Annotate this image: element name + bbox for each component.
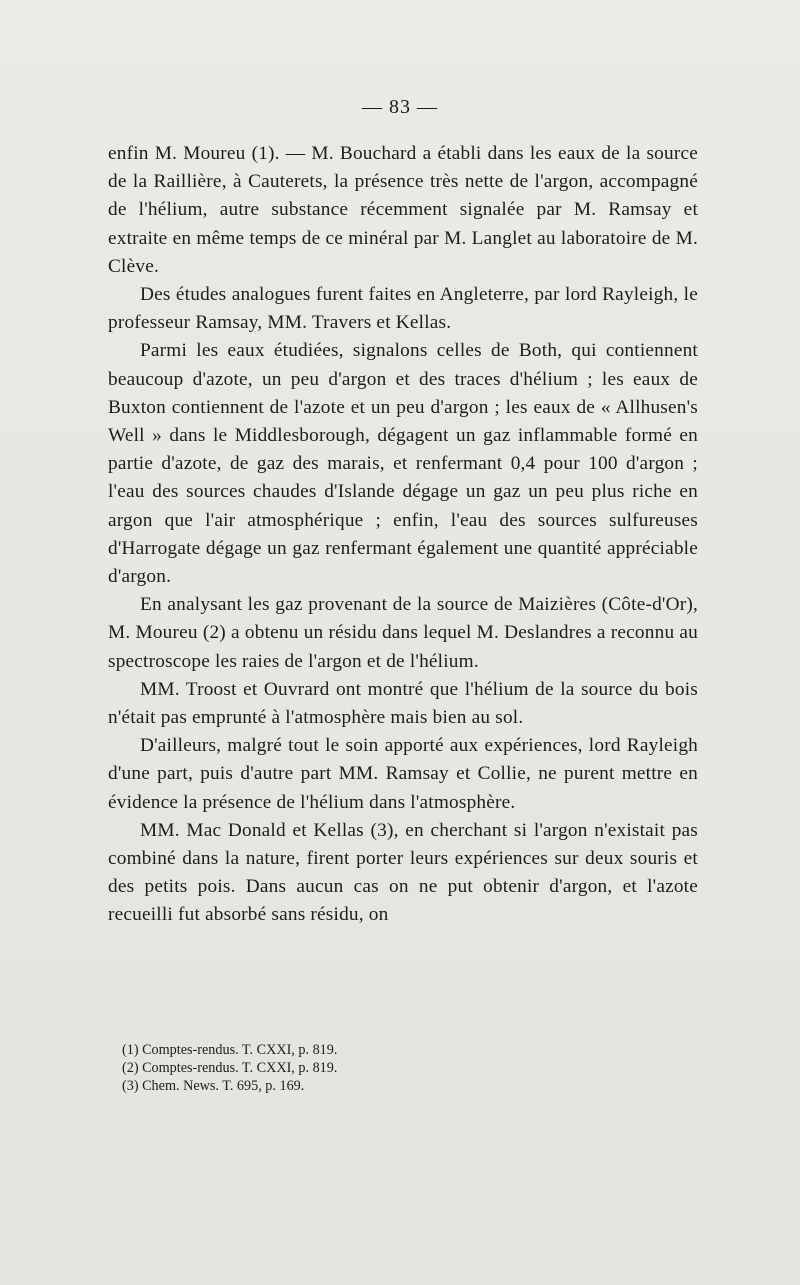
paragraph: Des études analogues furent faites en Angleterre, par lord Rayleigh, le professeur Ramsay, MM. Travers et Kellas. bbox=[108, 284, 698, 334]
body-text bbox=[108, 140, 698, 930]
footnote: (2) Comptes-rendus. T. CXXI, p. 819. bbox=[122, 1060, 338, 1076]
footnote: (1) Comptes-rendus. T. CXXI, p. 819. bbox=[122, 1042, 338, 1058]
footnotes bbox=[122, 1041, 642, 1095]
paragraph: MM. Troost et Ouvrard ont montré que l'hélium de la source du bois n'était pas emprunté à l'atmosphère mais bien au sol. bbox=[108, 678, 698, 729]
footnote: (3) Chem. News. T. 695, p. 169. bbox=[122, 1078, 305, 1094]
paragraph: En analysant les gaz provenant de la source de Maizières (Côte-d'Or), M. Moureu (2) a obtenu un résidu dans lequel M. Deslandres a reconnu au spectroscope les raies de l'argon et de l'hélium. bbox=[108, 594, 698, 672]
paragraph: Parmi les eaux étudiées, signalons celles de Both, qui contiennent beaucoup d'azote, un peu d'argon et des traces d'hélium ; les eaux de Buxton contiennent de l'azote et un peu d'argon ; les eaux de « Allhusen's Well » dans le Middlesborough, dégagent un gaz inflammable formé en partie d'azote, de gaz des marais, et renfermant 0,4 pour 100 d'argon ; l'eau des sources chaudes d'Islande dégage un gaz un peu plus riche en argon que l'air atmosphérique ; enfin, l'eau des sources sulfureuses d'Harrogate dégage un gaz renfermant également une quantité appréciable d'argon. bbox=[108, 340, 698, 588]
paragraph: D'ailleurs, malgré tout le soin apporté aux expériences, lord Rayleigh d'une part, puis d'autre part MM. Ramsay et Collie, ne purent mettre en évidence la présence de l'hélium dans l'atmosphère. bbox=[108, 735, 698, 813]
page-number: — 83 — bbox=[362, 96, 438, 118]
paragraph: enfin M. Moureu (1). — M. Bouchard a établi dans les eaux de la source de la Raillière, à Cauterets, la présence très nette de l'argon, accompagné de l'hélium, autre substance récemment signalée par M. Ramsay et extraite en même temps de ce minéral par M. Langlet au laboratoire de M. Clève. bbox=[108, 143, 698, 277]
paragraph: MM. Mac Donald et Kellas (3), en cherchant si l'argon n'existait pas combiné dans la nature, firent porter leurs expériences sur deux souris et des petits pois. Dans aucun cas on ne put obtenir d'argon, et l'azote recueilli fut absorbé sans résidu, on bbox=[108, 819, 698, 926]
